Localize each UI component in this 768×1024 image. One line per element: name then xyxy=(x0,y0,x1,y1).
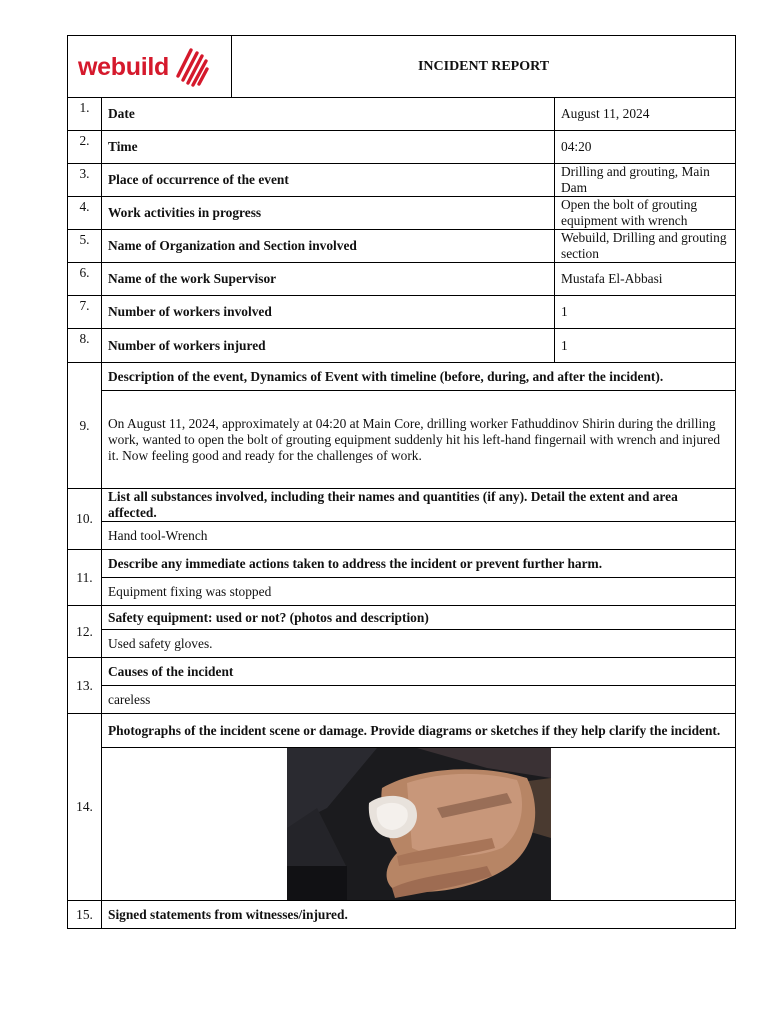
section-body-row xyxy=(68,686,736,714)
section-number: 13. xyxy=(68,658,102,714)
row-label: Number of workers injured xyxy=(102,329,555,363)
section-body-row xyxy=(68,522,736,550)
section-number: 15. xyxy=(68,901,102,929)
row-value: Drilling and grouting, Main Dam xyxy=(555,164,736,197)
webuild-logo xyxy=(68,36,231,97)
incident-report-page xyxy=(67,35,735,929)
section-heading: Safety equipment: used or not? (photos and description) xyxy=(102,606,736,630)
section-heading: Causes of the incident xyxy=(102,658,736,686)
logo-stripes-icon xyxy=(174,46,210,88)
section-body-row xyxy=(68,578,736,606)
section-number: 9. xyxy=(68,363,102,489)
section-number: 14. xyxy=(68,714,102,901)
safety-equipment: Used safety gloves. xyxy=(102,630,736,658)
table-row xyxy=(68,296,736,329)
incident-photo xyxy=(287,748,551,900)
row-value: Mustafa El-Abbasi xyxy=(555,263,736,296)
row-number: 1. xyxy=(68,98,102,131)
section-body-row xyxy=(68,630,736,658)
section-number: 11. xyxy=(68,550,102,606)
section-heading: Description of the event, Dynamics of Event with timeline (before, during, and after the incident). xyxy=(102,363,736,391)
section-heading: Describe any immediate actions taken to address the incident or prevent further harm. xyxy=(102,550,736,578)
incident-photo-cell xyxy=(102,748,736,901)
section-heading: Signed statements from witnesses/injured. xyxy=(102,901,736,929)
row-label: Name of the work Supervisor xyxy=(102,263,555,296)
section-body-row xyxy=(68,391,736,489)
table-row xyxy=(68,329,736,363)
row-label: Place of occurrence of the event xyxy=(102,164,555,197)
row-value: 04:20 xyxy=(555,131,736,164)
row-value: Open the bolt of grouting equipment with wrench xyxy=(555,197,736,230)
logo-cell xyxy=(68,36,232,98)
row-value: August 11, 2024 xyxy=(555,98,736,131)
row-number: 4. xyxy=(68,197,102,230)
section-heading: Photographs of the incident scene or damage. Provide diagrams or sketches if they help clarify the incident. xyxy=(102,714,736,748)
section-heading-row xyxy=(68,550,736,578)
table-row xyxy=(68,197,736,230)
logo-text: webuild xyxy=(78,52,169,81)
section-body-row xyxy=(68,748,736,901)
row-number: 6. xyxy=(68,263,102,296)
row-label: Time xyxy=(102,131,555,164)
table-row xyxy=(68,98,736,131)
section-heading-row xyxy=(68,606,736,630)
immediate-actions: Equipment fixing was stopped xyxy=(102,578,736,606)
table-row xyxy=(68,263,736,296)
section-heading-row xyxy=(68,714,736,748)
section-number: 10. xyxy=(68,489,102,550)
incident-causes: careless xyxy=(102,686,736,714)
table-row xyxy=(68,230,736,263)
substances-involved: Hand tool-Wrench xyxy=(102,522,736,550)
row-label: Date xyxy=(102,98,555,131)
row-number: 3. xyxy=(68,164,102,197)
row-number: 2. xyxy=(68,131,102,164)
row-value: Webuild, Drilling and grouting section xyxy=(555,230,736,263)
section-heading: List all substances involved, including their names and quantities (if any). Detail the extent and area affected. xyxy=(102,489,736,522)
row-number: 5. xyxy=(68,230,102,263)
section-heading-row xyxy=(68,658,736,686)
row-value: 1 xyxy=(555,296,736,329)
table-row xyxy=(68,164,736,197)
section-heading-row xyxy=(68,363,736,391)
section-heading-row xyxy=(68,901,736,929)
incident-report-table xyxy=(67,35,736,929)
table-row xyxy=(68,131,736,164)
report-title: INCIDENT REPORT xyxy=(232,36,736,98)
event-description: On August 11, 2024, approximately at 04:20 at Main Core, drilling worker Fathuddinov Shirin during the drilling work, wanted to open the bolt of grouting equipment suddenly hit his left-hand fingernail with wrench and injured it. Now feeling good and ready for the challenges of work. xyxy=(102,391,736,489)
row-label: Number of workers involved xyxy=(102,296,555,329)
section-heading-row xyxy=(68,489,736,522)
row-label: Work activities in progress xyxy=(102,197,555,230)
header-row xyxy=(68,36,736,98)
row-label: Name of Organization and Section involved xyxy=(102,230,555,263)
row-value: 1 xyxy=(555,329,736,363)
row-number: 7. xyxy=(68,296,102,329)
row-number: 8. xyxy=(68,329,102,363)
section-number: 12. xyxy=(68,606,102,658)
